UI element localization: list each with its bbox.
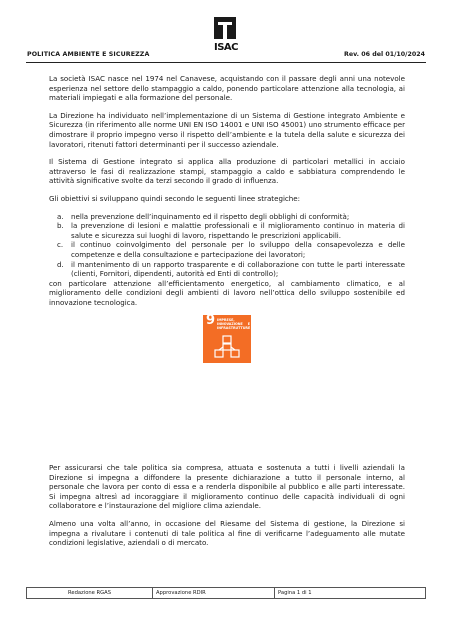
- list-marker: d.: [57, 259, 64, 269]
- list-item: [49, 240, 405, 259]
- infrastructure-cube-icon: [214, 335, 240, 359]
- list-marker: c.: [57, 240, 64, 250]
- paragraph-company-history: La società ISAC nasce nel 1974 nel Canavese, acquistando con il passare degli anni una notevole esperienza nel settore dello stampaggio a caldo, ponendo particolare attenzione alla tecnologia, ai materiali impiegati e alla formazione del personale.: [49, 74, 405, 103]
- logo-text: ISAC: [213, 42, 238, 53]
- footer-approvazione: Approvazione RDIR: [153, 588, 275, 599]
- isac-logo: [211, 17, 241, 59]
- sdg-label: IMPRESE, INNOVAZIONE E INFRASTRUTTURE: [217, 318, 251, 331]
- list-item-text: il mantenimento di un rapporto trasparente e di collaborazione con tutte le parti interessate (clienti, Fornitori, dipendenti, autorità ed Enti di controllo);: [71, 259, 405, 279]
- header-divider: [26, 62, 426, 63]
- document-title: POLITICA AMBIENTE E SICUREZZA: [27, 51, 150, 58]
- footer-table: [26, 587, 426, 599]
- footer-redazione: Redazione RGAS: [27, 588, 153, 599]
- list-item: [49, 221, 405, 240]
- list-item-text: nella prevenzione dell’inquinamento ed il rispetto degli obblighi di conformità;: [71, 211, 350, 221]
- paragraph-dissemination: Per assicurarsi che tale politica sia compresa, attuata e sostenuta a tutti i livelli aziendali la Direzione si impegna a diffondere la presente dichiarazione a tutto il personale interno, al personale che lavora per conto di essa e a renderla disponibile al pubblico e alle parti interessate. Si impegna altresì ad incoraggiare il miglioramento continuo delle capacità individuali di ogni collaboratore e l’instaurazione del migliore clima aziendale.: [49, 463, 405, 511]
- paragraph-management-system: La Direzione ha individuato nell’implementazione di un Sistema di Gestione integrato Ambiente e Sicurezza (in riferimento alle norme UNI EN ISO 14001 e UNI ISO 45001) uno strumento efficace per dimostrare il proprio impegno verso il rispetto dell’ambiente e la tutela della salute e sicurezza dei lavoratori, ritenuti fattori determinanti per il successo aziendale.: [49, 110, 405, 149]
- logo-mark-icon: [214, 17, 236, 39]
- sdg-9-badge: [203, 315, 251, 363]
- sdg-number: 9: [206, 313, 216, 329]
- revision-label: Rev. 06 del 01/10/2024: [343, 51, 425, 58]
- list-marker: a.: [57, 211, 64, 221]
- footer-page-number: Pagina 1 di 1: [275, 588, 426, 599]
- paragraph-scope: Il Sistema di Gestione integrato si applica alla produzione di particolari metallici in acciaio attraverso le fasi di realizzazione stampi, stampaggio a caldo e sabbiatura comprendendo le attività significative svolte da terzi secondo il grado di influenza.: [49, 157, 405, 186]
- paragraph-annual-review: Almeno una volta all’anno, in occasione del Riesame del Sistema di gestione, la Direzione si impegna a rivalutare i contenuti di tale politica al fine di verificarne l’adeguamento alle mutate condizioni legislative, aziendali o di mercato.: [49, 518, 405, 548]
- list-item-text: la prevenzione di lesioni e malattie professionali e il miglioramento continuo in materia di salute e sicurezza sui luoghi di lavoro, rispettando le prescrizioni applicabili.: [71, 221, 405, 240]
- list-item: [49, 212, 405, 222]
- objectives-intro: Gli obiettivi si sviluppano quindi secondo le seguenti linee strategiche:: [49, 193, 301, 203]
- list-marker: b.: [57, 221, 64, 231]
- strategy-list: [49, 212, 405, 279]
- policy-body-continued: [49, 463, 405, 556]
- policy-body: [49, 74, 405, 363]
- list-item-text: il continuo coinvolgimento del personale per lo sviluppo della consapevolezza e delle competenze e della consultazione e partecipazione dei lavoratori;: [71, 240, 405, 259]
- list-item: [49, 260, 405, 279]
- paragraph-sustainability: con particolare attenzione all’efficientamento energetico, al cambiamento climatico, e al miglioramento delle condizioni degli ambienti di lavoro nell’ottica dello sviluppo sostenibile ed innovazione tecnologica.: [49, 278, 405, 307]
